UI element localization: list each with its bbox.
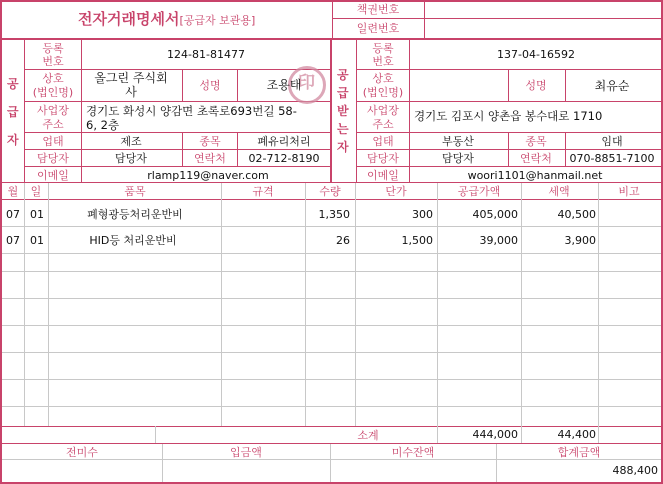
buyer-name-label: 성명 (525, 79, 547, 92)
value-line: 경기도 화성시 양감면 초록로693번길 58- (86, 104, 297, 118)
buyer-side-char: 는 (337, 122, 349, 136)
divider (182, 69, 183, 101)
buyer-manager-label: 담당자 (367, 152, 399, 165)
supplier-biz-item-label: 종목 (199, 135, 221, 148)
divider (25, 132, 330, 133)
item-month: 07 (6, 234, 20, 247)
divider (25, 69, 330, 70)
item-day: 01 (30, 208, 44, 221)
supplier-biz-type: 제조 (120, 135, 142, 148)
buyer-side-char: 공 (337, 68, 349, 82)
item-name: HID등 처리운반비 (89, 234, 177, 247)
col-header-qty: 수량 (319, 185, 341, 198)
supplier-side-char: 공 (7, 77, 19, 91)
col-line (221, 183, 222, 426)
label-line: (법인명) (32, 86, 74, 99)
buyer-biz-type: 부동산 (442, 135, 474, 148)
item-name: 폐형광등처리운반비 (87, 208, 183, 221)
buyer-side-char: 자 (337, 140, 349, 154)
divider (0, 182, 663, 183)
divider (357, 149, 662, 150)
buyer-reg-label (372, 42, 393, 68)
col-line (496, 444, 497, 482)
col-header-price: 단가 (385, 185, 407, 198)
divider (81, 40, 82, 183)
label-line: 주소 (42, 118, 64, 131)
col-header-supply: 공급가액 (457, 185, 501, 198)
buyer-email: woori1101@hanmail.net (467, 169, 603, 182)
deposit-label: 입금액 (230, 446, 262, 459)
title-main: 전자거래명세서 (78, 10, 180, 28)
item-qty: 1,350 (318, 208, 350, 221)
col-header-tax: 세액 (548, 185, 570, 198)
divider (237, 69, 238, 101)
col-line (155, 426, 156, 443)
supplier-company-label (33, 72, 73, 100)
buyer-biz-item-label: 종목 (525, 135, 547, 148)
col-line (162, 444, 163, 482)
row-line (2, 406, 661, 407)
buyer-address-label (367, 104, 399, 132)
col-header-note: 비고 (618, 185, 640, 198)
item-supply: 405,000 (472, 208, 518, 221)
divider (237, 132, 238, 166)
divider (0, 199, 663, 200)
divider (508, 69, 509, 101)
total-value: 488,400 (612, 464, 658, 477)
label-line: 상호 (42, 72, 64, 85)
supplier-address-label (37, 104, 69, 132)
divider (508, 132, 509, 166)
row-line (2, 271, 661, 272)
balance-label: 미수잔액 (391, 446, 435, 459)
supplier-email: rlamp119@naver.com (147, 169, 269, 182)
divider (332, 18, 662, 19)
label-line: 등록 (42, 42, 64, 55)
supplier-reg-label (42, 42, 63, 68)
total-label: 합계금액 (557, 446, 601, 459)
buyer-biz-item: 임대 (601, 135, 623, 148)
subtotal-label: 소계 (357, 429, 379, 442)
divider (0, 443, 663, 444)
label-line: 번호 (372, 55, 394, 68)
row-line (2, 459, 661, 460)
supplier-contact: 02-712-8190 (248, 152, 320, 165)
supplier-name-label: 성명 (199, 79, 221, 92)
buyer-side-char: 급 (337, 86, 349, 100)
divider (25, 166, 330, 167)
document-title (78, 11, 255, 27)
buyer-manager: 담당자 (442, 152, 474, 165)
item-price: 1,500 (401, 234, 433, 247)
divider (25, 149, 330, 150)
serial-number-label: 일련번호 (356, 22, 400, 35)
buyer-contact: 070-8851-7100 (569, 152, 655, 165)
buyer-name: 최유순 (594, 79, 630, 93)
label-line: 주소 (372, 118, 394, 131)
col-line (330, 444, 331, 482)
divider (332, 0, 333, 38)
divider (356, 40, 357, 183)
supplier-name: 조용태 (266, 78, 302, 92)
row-line (2, 253, 661, 254)
buyer-email-label: 이메일 (367, 169, 399, 182)
row-line (2, 298, 661, 299)
book-number-label: 책권번호 (356, 3, 400, 16)
title-sub: [공급자 보관용] (179, 14, 256, 27)
supplier-reg-no: 124-81-81477 (167, 48, 245, 61)
supplier-contact-label: 연락처 (194, 152, 226, 165)
border-left (0, 0, 2, 484)
supplier-address (86, 104, 297, 132)
company-seal-text: 印 (298, 73, 315, 93)
divider (182, 132, 183, 166)
item-month: 07 (6, 208, 20, 221)
row-line (2, 226, 661, 227)
item-tax: 40,500 (557, 208, 596, 221)
buyer-contact-label: 연락처 (520, 152, 552, 165)
label-line: 번호 (42, 55, 64, 68)
buyer-biz-type-label: 업태 (372, 135, 394, 148)
row-line (2, 325, 661, 326)
divider (424, 0, 425, 38)
supplier-biz-item: 폐유리처리 (257, 135, 311, 148)
item-supply: 39,000 (479, 234, 518, 247)
col-header-spec: 규격 (252, 185, 274, 198)
col-header-month: 월 (7, 185, 19, 198)
divider (409, 40, 410, 183)
divider (565, 132, 566, 166)
col-header-day: 일 (30, 185, 42, 198)
divider (565, 69, 566, 101)
prev-balance-label: 전미수 (66, 446, 98, 459)
item-day: 01 (30, 234, 44, 247)
subtotal-supply: 444,000 (472, 428, 518, 441)
col-line (437, 183, 438, 443)
label-line: 등록 (372, 42, 394, 55)
row-line (2, 379, 661, 380)
supplier-side-label (7, 70, 19, 154)
col-line (48, 183, 49, 426)
label-line: 사업장 (37, 104, 69, 117)
divider (357, 132, 662, 133)
item-tax: 3,900 (564, 234, 596, 247)
label-line: (법인명) (362, 86, 404, 99)
value-line: 6, 2층 (86, 118, 120, 132)
subtotal-tax: 44,400 (557, 428, 596, 441)
divider (357, 101, 662, 102)
buyer-reg-no: 137-04-16592 (497, 48, 575, 61)
buyer-side-label (337, 66, 349, 156)
divider (330, 40, 332, 183)
item-price: 300 (412, 208, 433, 221)
buyer-company-label (363, 72, 403, 100)
supplier-manager-label: 담당자 (37, 152, 69, 165)
value-line: 올그린 주식회 (94, 71, 168, 85)
divider (357, 166, 662, 167)
row-line (2, 352, 661, 353)
supplier-side-char: 자 (7, 133, 19, 147)
buyer-side-char: 받 (337, 104, 349, 118)
col-line (521, 183, 522, 443)
supplier-manager: 담당자 (115, 152, 147, 165)
supplier-email-label: 이메일 (37, 169, 69, 182)
divider (24, 40, 25, 183)
supplier-company (94, 71, 167, 99)
col-line (24, 183, 25, 426)
item-qty: 26 (336, 234, 350, 247)
label-line: 상호 (372, 72, 394, 85)
col-header-item: 품목 (124, 185, 146, 198)
buyer-address: 경기도 김포시 양촌읍 봉수대로 1710 (414, 109, 603, 123)
supplier-biz-type-label: 업태 (42, 135, 64, 148)
divider (0, 426, 663, 427)
col-line (598, 183, 599, 443)
divider (357, 69, 662, 70)
supplier-side-char: 급 (7, 105, 19, 119)
label-line: 사업장 (367, 104, 399, 117)
value-line: 사 (125, 85, 137, 99)
divider (25, 101, 330, 102)
